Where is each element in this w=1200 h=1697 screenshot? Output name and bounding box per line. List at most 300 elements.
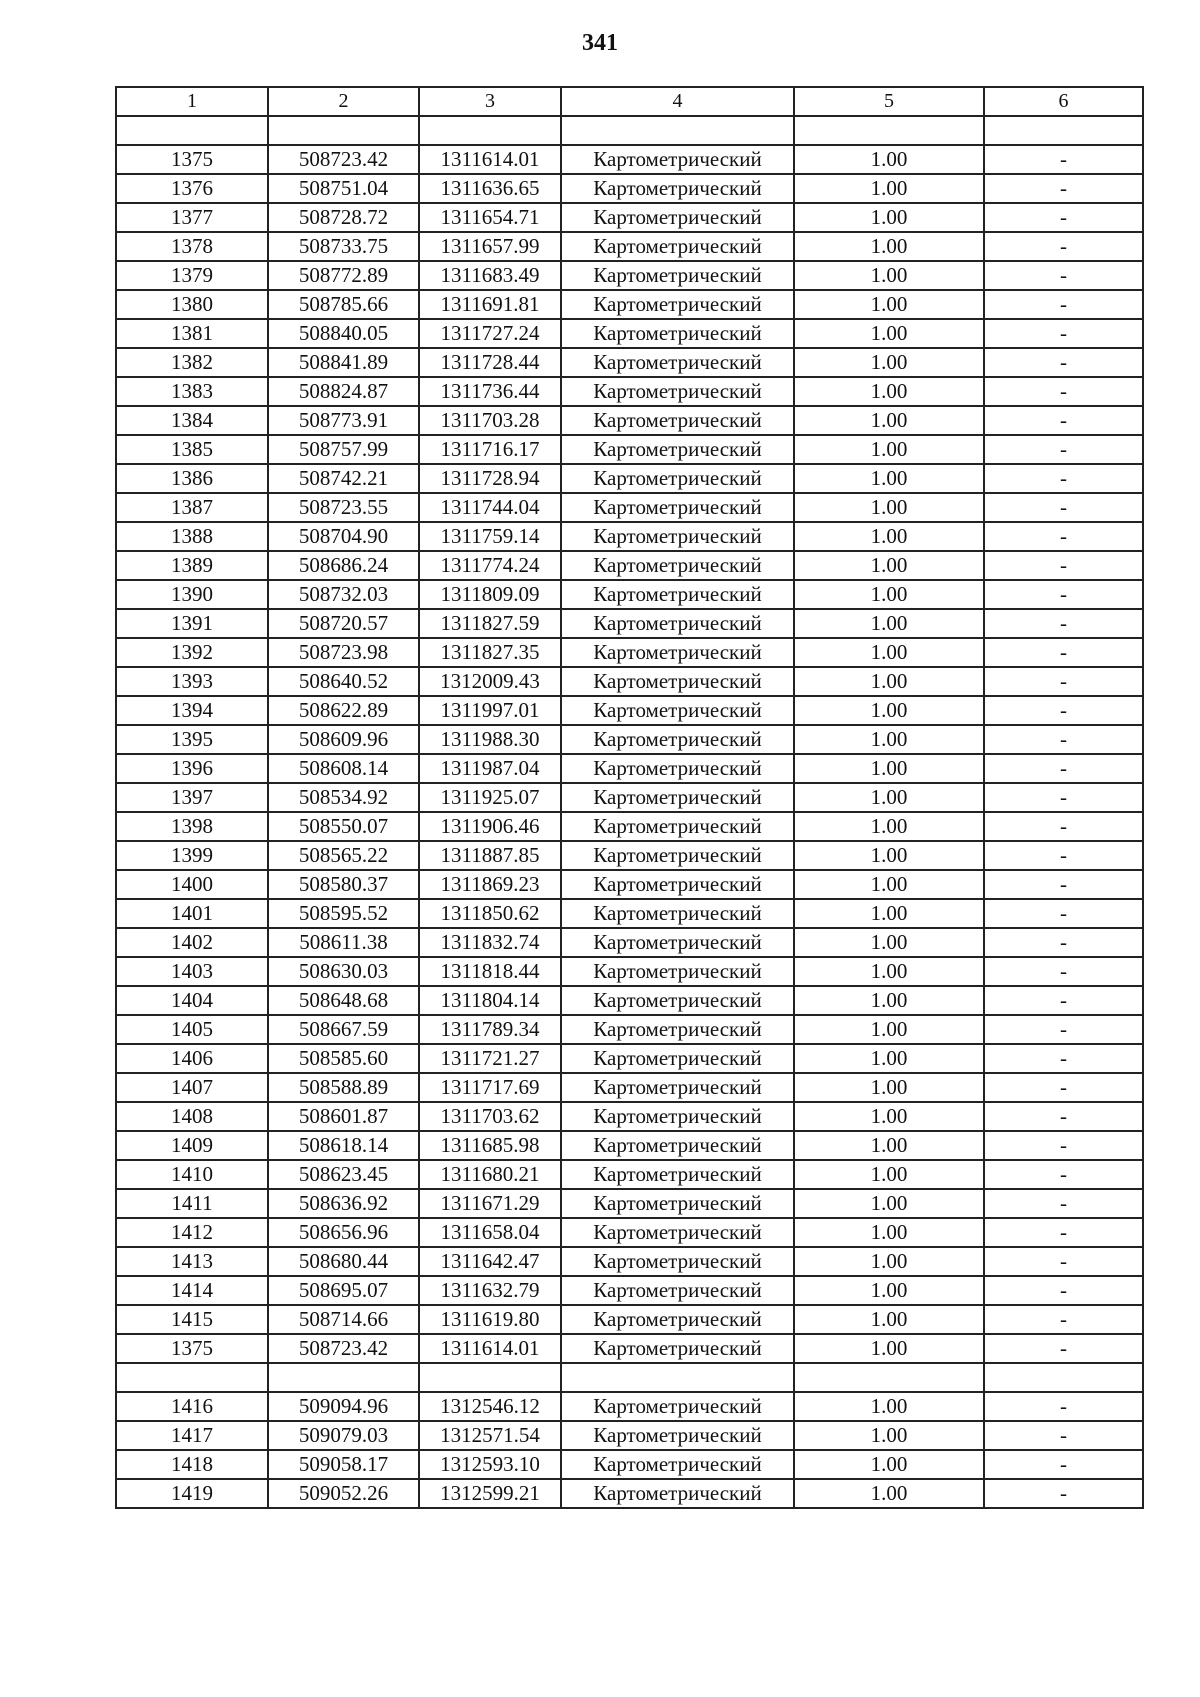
empty-cell (268, 1363, 419, 1392)
table-cell: 1311850.62 (419, 899, 561, 928)
table-row (116, 696, 1143, 725)
table-row (116, 783, 1143, 812)
table-header (116, 87, 1143, 116)
column-header: 1 (116, 87, 268, 116)
table-row (116, 1044, 1143, 1073)
table-cell: 1.00 (794, 609, 984, 638)
table-cell: Картометрический (561, 1044, 794, 1073)
table-row (116, 754, 1143, 783)
table-cell: 1410 (116, 1160, 268, 1189)
table-cell: - (984, 754, 1143, 783)
table-cell: 1409 (116, 1131, 268, 1160)
table-cell: 1.00 (794, 203, 984, 232)
table-cell: 1311614.01 (419, 1334, 561, 1363)
table-cell: 508667.59 (268, 1015, 419, 1044)
table-cell: - (984, 957, 1143, 986)
table-cell: 1.00 (794, 841, 984, 870)
table-cell: Картометрический (561, 928, 794, 957)
table-cell: 1395 (116, 725, 268, 754)
table-cell: Картометрический (561, 783, 794, 812)
table-row (116, 638, 1143, 667)
table-row (116, 1189, 1143, 1218)
table-cell: 1.00 (794, 812, 984, 841)
table-cell: Картометрический (561, 406, 794, 435)
table-row (116, 493, 1143, 522)
table-cell: 1311683.49 (419, 261, 561, 290)
table-cell: Картометрический (561, 232, 794, 261)
table-cell: 509058.17 (268, 1450, 419, 1479)
table-cell: - (984, 841, 1143, 870)
table-cell: Картометрический (561, 986, 794, 1015)
table-cell: 1381 (116, 319, 268, 348)
table-row (116, 899, 1143, 928)
table-cell: 1311818.44 (419, 957, 561, 986)
table-cell: 508824.87 (268, 377, 419, 406)
table-cell: 1412 (116, 1218, 268, 1247)
table-cell: 1398 (116, 812, 268, 841)
table-cell: 508680.44 (268, 1247, 419, 1276)
table-cell: Картометрический (561, 1189, 794, 1218)
table-cell: - (984, 1131, 1143, 1160)
table-cell: Картометрический (561, 667, 794, 696)
table-cell: 1378 (116, 232, 268, 261)
table-cell: 1311717.69 (419, 1073, 561, 1102)
table-cell: 1312599.21 (419, 1479, 561, 1508)
table-cell: 1416 (116, 1392, 268, 1421)
table-cell: Картометрический (561, 435, 794, 464)
table-row (116, 1218, 1143, 1247)
column-header: 3 (419, 87, 561, 116)
table-cell: Картометрический (561, 174, 794, 203)
table-row (116, 870, 1143, 899)
table-cell: 1311869.23 (419, 870, 561, 899)
table-cell: 1407 (116, 1073, 268, 1102)
table-cell: 1311906.46 (419, 812, 561, 841)
table-cell: 1.00 (794, 725, 984, 754)
table-cell: 1391 (116, 609, 268, 638)
table-cell: 508630.03 (268, 957, 419, 986)
table-cell: 508757.99 (268, 435, 419, 464)
table-cell: 1311636.65 (419, 174, 561, 203)
table-cell: 1.00 (794, 696, 984, 725)
table-cell: 1.00 (794, 928, 984, 957)
table-cell: 1311736.44 (419, 377, 561, 406)
table-cell: 508785.66 (268, 290, 419, 319)
table-cell: 1311774.24 (419, 551, 561, 580)
table-cell: 1311657.99 (419, 232, 561, 261)
table-cell: 1.00 (794, 870, 984, 899)
table-cell: Картометрический (561, 696, 794, 725)
table-cell: 508751.04 (268, 174, 419, 203)
table-cell: 1.00 (794, 986, 984, 1015)
column-header: 6 (984, 87, 1143, 116)
table-cell: 1.00 (794, 1450, 984, 1479)
table-cell: 1390 (116, 580, 268, 609)
table-row (116, 1102, 1143, 1131)
table-cell: - (984, 1276, 1143, 1305)
table-cell: Картометрический (561, 725, 794, 754)
table-cell: 508728.72 (268, 203, 419, 232)
table-cell: 508636.92 (268, 1189, 419, 1218)
table-cell: 508608.14 (268, 754, 419, 783)
table-cell: 1376 (116, 174, 268, 203)
table-row (116, 928, 1143, 957)
table-cell: 1311988.30 (419, 725, 561, 754)
table-cell: 1.00 (794, 377, 984, 406)
table-row (116, 1160, 1143, 1189)
table-cell: 1.00 (794, 667, 984, 696)
table-row (116, 1392, 1143, 1421)
table-cell: 508648.68 (268, 986, 419, 1015)
table-cell: 1382 (116, 348, 268, 377)
table-cell: 1396 (116, 754, 268, 783)
table-cell: 1311789.34 (419, 1015, 561, 1044)
table-cell: 1399 (116, 841, 268, 870)
table-cell: Картометрический (561, 551, 794, 580)
table-cell: 1.00 (794, 290, 984, 319)
table-cell: 508772.89 (268, 261, 419, 290)
table-cell: 1.00 (794, 1160, 984, 1189)
table-cell: 508601.87 (268, 1102, 419, 1131)
table-row (116, 1479, 1143, 1508)
table-cell: 508580.37 (268, 870, 419, 899)
table-cell: 508611.38 (268, 928, 419, 957)
table-row (116, 986, 1143, 1015)
table-cell: 1.00 (794, 1102, 984, 1131)
empty-cell (268, 116, 419, 145)
table-cell: 1379 (116, 261, 268, 290)
table-cell: 509079.03 (268, 1421, 419, 1450)
table-cell: 1311728.44 (419, 348, 561, 377)
table-cell: Картометрический (561, 812, 794, 841)
table-cell: 1.00 (794, 1073, 984, 1102)
table-row (116, 957, 1143, 986)
table-row (116, 377, 1143, 406)
column-header: 5 (794, 87, 984, 116)
table-row (116, 1276, 1143, 1305)
table-cell: - (984, 232, 1143, 261)
table-cell: 508720.57 (268, 609, 419, 638)
table-cell: - (984, 1479, 1143, 1508)
empty-cell (116, 116, 268, 145)
empty-cell (984, 116, 1143, 145)
table-cell: 1.00 (794, 957, 984, 986)
table-cell: 1375 (116, 1334, 268, 1363)
table-cell: 1392 (116, 638, 268, 667)
table-cell: 1.00 (794, 783, 984, 812)
table-cell: 1311727.24 (419, 319, 561, 348)
table-cell: Картометрический (561, 1450, 794, 1479)
table-cell: 1401 (116, 899, 268, 928)
table-cell: - (984, 812, 1143, 841)
table-cell: Картометрический (561, 319, 794, 348)
page-number: 341 (582, 30, 618, 56)
empty-cell (561, 116, 794, 145)
table-cell: 1311887.85 (419, 841, 561, 870)
coordinates-table (115, 86, 1144, 1509)
table-cell: 1311809.09 (419, 580, 561, 609)
table-cell: Картометрический (561, 899, 794, 928)
table-row (116, 1450, 1143, 1479)
table-cell: 1311744.04 (419, 493, 561, 522)
table-cell: 508704.90 (268, 522, 419, 551)
table-cell: - (984, 1334, 1143, 1363)
table-cell: 1.00 (794, 493, 984, 522)
table-cell: 1417 (116, 1421, 268, 1450)
table-row (116, 725, 1143, 754)
table-cell: 1.00 (794, 348, 984, 377)
table-cell: - (984, 1073, 1143, 1102)
table-cell: 1404 (116, 986, 268, 1015)
table-cell: 1311832.74 (419, 928, 561, 957)
table-cell: 1.00 (794, 899, 984, 928)
table-cell: - (984, 870, 1143, 899)
table-cell: 508714.66 (268, 1305, 419, 1334)
table-cell: 508695.07 (268, 1276, 419, 1305)
table-cell: 1388 (116, 522, 268, 551)
table-cell: - (984, 580, 1143, 609)
table-cell: - (984, 1160, 1143, 1189)
table-cell: 509052.26 (268, 1479, 419, 1508)
empty-cell (419, 1363, 561, 1392)
table-row (116, 232, 1143, 261)
table-cell: 1.00 (794, 1479, 984, 1508)
table-cell: 508742.21 (268, 464, 419, 493)
table-cell: 508686.24 (268, 551, 419, 580)
table-row (116, 609, 1143, 638)
table-cell: 1.00 (794, 754, 984, 783)
table-cell: 508550.07 (268, 812, 419, 841)
table-cell: - (984, 464, 1143, 493)
table-row (116, 1305, 1143, 1334)
table-cell: 508732.03 (268, 580, 419, 609)
table-cell: 508841.89 (268, 348, 419, 377)
table-cell: - (984, 1015, 1143, 1044)
table-cell: 1.00 (794, 261, 984, 290)
table-cell: 1.00 (794, 1276, 984, 1305)
table-cell: 508595.52 (268, 899, 419, 928)
table-cell: - (984, 1044, 1143, 1073)
table-cell: Картометрический (561, 1102, 794, 1131)
table-cell: Картометрический (561, 1015, 794, 1044)
table-cell: 1.00 (794, 406, 984, 435)
table-cell: - (984, 319, 1143, 348)
table-cell: - (984, 1421, 1143, 1450)
table-cell: 1.00 (794, 319, 984, 348)
table-cell: Картометрический (561, 261, 794, 290)
table-cell: 508656.96 (268, 1218, 419, 1247)
table-row (116, 841, 1143, 870)
table-body (116, 116, 1143, 1508)
table-cell: - (984, 928, 1143, 957)
table-row (116, 290, 1143, 319)
table-cell: 1.00 (794, 232, 984, 261)
table-cell: - (984, 1305, 1143, 1334)
table-cell: 1397 (116, 783, 268, 812)
table-cell: 508623.45 (268, 1160, 419, 1189)
empty-cell (419, 116, 561, 145)
table-cell: 1406 (116, 1044, 268, 1073)
table-cell: Картометрический (561, 377, 794, 406)
table-cell: 1311716.17 (419, 435, 561, 464)
table-cell: - (984, 783, 1143, 812)
table-cell: 1311759.14 (419, 522, 561, 551)
table-row (116, 261, 1143, 290)
table-cell: - (984, 1218, 1143, 1247)
table-cell: Картометрический (561, 1305, 794, 1334)
table-cell: Картометрический (561, 464, 794, 493)
table-row (116, 203, 1143, 232)
table-cell: 1380 (116, 290, 268, 319)
table-cell: 1389 (116, 551, 268, 580)
empty-cell (794, 116, 984, 145)
table-cell: 1.00 (794, 580, 984, 609)
table-cell: 1.00 (794, 551, 984, 580)
table-cell: Картометрический (561, 1131, 794, 1160)
table-row (116, 406, 1143, 435)
column-header: 2 (268, 87, 419, 116)
table-row (116, 348, 1143, 377)
table-cell: 1.00 (794, 1015, 984, 1044)
table-row (116, 1015, 1143, 1044)
table-cell: Картометрический (561, 493, 794, 522)
table-row (116, 145, 1143, 174)
table-cell: 508534.92 (268, 783, 419, 812)
table-cell: 1385 (116, 435, 268, 464)
table-cell: - (984, 406, 1143, 435)
table-row (116, 174, 1143, 203)
table-row (116, 319, 1143, 348)
table-cell: 1418 (116, 1450, 268, 1479)
table-cell: 1311703.62 (419, 1102, 561, 1131)
table-cell: 508723.55 (268, 493, 419, 522)
table-cell: 1383 (116, 377, 268, 406)
table-cell: Картометрический (561, 1247, 794, 1276)
table-cell: - (984, 203, 1143, 232)
table-cell: 1400 (116, 870, 268, 899)
table-cell: Картометрический (561, 638, 794, 667)
table-cell: 1311827.35 (419, 638, 561, 667)
table-cell: Картометрический (561, 754, 794, 783)
table-cell: 509094.96 (268, 1392, 419, 1421)
table-cell: 1311642.47 (419, 1247, 561, 1276)
table-cell: 1311658.04 (419, 1218, 561, 1247)
table-cell: 1.00 (794, 1189, 984, 1218)
table-cell: Картометрический (561, 841, 794, 870)
table-cell: 1311619.80 (419, 1305, 561, 1334)
table-cell: 1312593.10 (419, 1450, 561, 1479)
table-cell: 1311827.59 (419, 609, 561, 638)
table-cell: Картометрический (561, 145, 794, 174)
table-cell: 508609.96 (268, 725, 419, 754)
table-cell: 1393 (116, 667, 268, 696)
table-cell: 508640.52 (268, 667, 419, 696)
table-cell: 1311925.07 (419, 783, 561, 812)
table-cell: 1312571.54 (419, 1421, 561, 1450)
table-cell: - (984, 1392, 1143, 1421)
table-cell: 1.00 (794, 1044, 984, 1073)
table-cell: - (984, 290, 1143, 319)
table-cell: 1384 (116, 406, 268, 435)
table-row (116, 580, 1143, 609)
table-cell: Картометрический (561, 870, 794, 899)
table-cell: - (984, 174, 1143, 203)
table-cell: 1375 (116, 145, 268, 174)
table-cell: - (984, 1189, 1143, 1218)
table-cell: 1414 (116, 1276, 268, 1305)
table-cell: 1311728.94 (419, 464, 561, 493)
table-cell: 1415 (116, 1305, 268, 1334)
table-cell: - (984, 261, 1143, 290)
table-cell: Картометрический (561, 1392, 794, 1421)
header-row (116, 87, 1143, 116)
table-cell: 1311632.79 (419, 1276, 561, 1305)
table-cell: - (984, 986, 1143, 1015)
table-row (116, 464, 1143, 493)
table-cell: - (984, 609, 1143, 638)
empty-cell (561, 1363, 794, 1392)
table-row (116, 1131, 1143, 1160)
table-cell: 1.00 (794, 522, 984, 551)
table-row (116, 1334, 1143, 1363)
table-row (116, 1247, 1143, 1276)
table-cell: 1386 (116, 464, 268, 493)
table-cell: 1.00 (794, 1131, 984, 1160)
section-separator-row (116, 116, 1143, 145)
table-cell: - (984, 696, 1143, 725)
table-cell: - (984, 1102, 1143, 1131)
table-cell: Картометрический (561, 348, 794, 377)
table-cell: - (984, 435, 1143, 464)
table-cell: 1.00 (794, 1334, 984, 1363)
table-cell: 508733.75 (268, 232, 419, 261)
table-cell: 1.00 (794, 145, 984, 174)
table-cell: Картометрический (561, 1160, 794, 1189)
table-cell: - (984, 725, 1143, 754)
table-cell: 508723.98 (268, 638, 419, 667)
table-cell: - (984, 522, 1143, 551)
table-cell: Картометрический (561, 1218, 794, 1247)
table-row (116, 1421, 1143, 1450)
table-cell: 508723.42 (268, 145, 419, 174)
table-cell: 1312546.12 (419, 1392, 561, 1421)
table-cell: 508622.89 (268, 696, 419, 725)
table-cell: Картометрический (561, 1479, 794, 1508)
table-cell: 1311685.98 (419, 1131, 561, 1160)
table-cell: - (984, 348, 1143, 377)
table-cell: 1.00 (794, 174, 984, 203)
table-cell: 1.00 (794, 1392, 984, 1421)
table-row (116, 812, 1143, 841)
table-cell: 1311654.71 (419, 203, 561, 232)
table-cell: 1419 (116, 1479, 268, 1508)
empty-cell (116, 1363, 268, 1392)
table-cell: - (984, 1247, 1143, 1276)
table-cell: 1311680.21 (419, 1160, 561, 1189)
table-cell: Картометрический (561, 522, 794, 551)
table-cell: 1411 (116, 1189, 268, 1218)
table-cell: 1.00 (794, 1247, 984, 1276)
table-cell: Картометрический (561, 203, 794, 232)
empty-cell (984, 1363, 1143, 1392)
table-cell: 1311703.28 (419, 406, 561, 435)
table-cell: 1377 (116, 203, 268, 232)
table-cell: Картометрический (561, 1421, 794, 1450)
table-cell: 1413 (116, 1247, 268, 1276)
table-cell: 1.00 (794, 435, 984, 464)
table-cell: Картометрический (561, 290, 794, 319)
table-cell: 508588.89 (268, 1073, 419, 1102)
